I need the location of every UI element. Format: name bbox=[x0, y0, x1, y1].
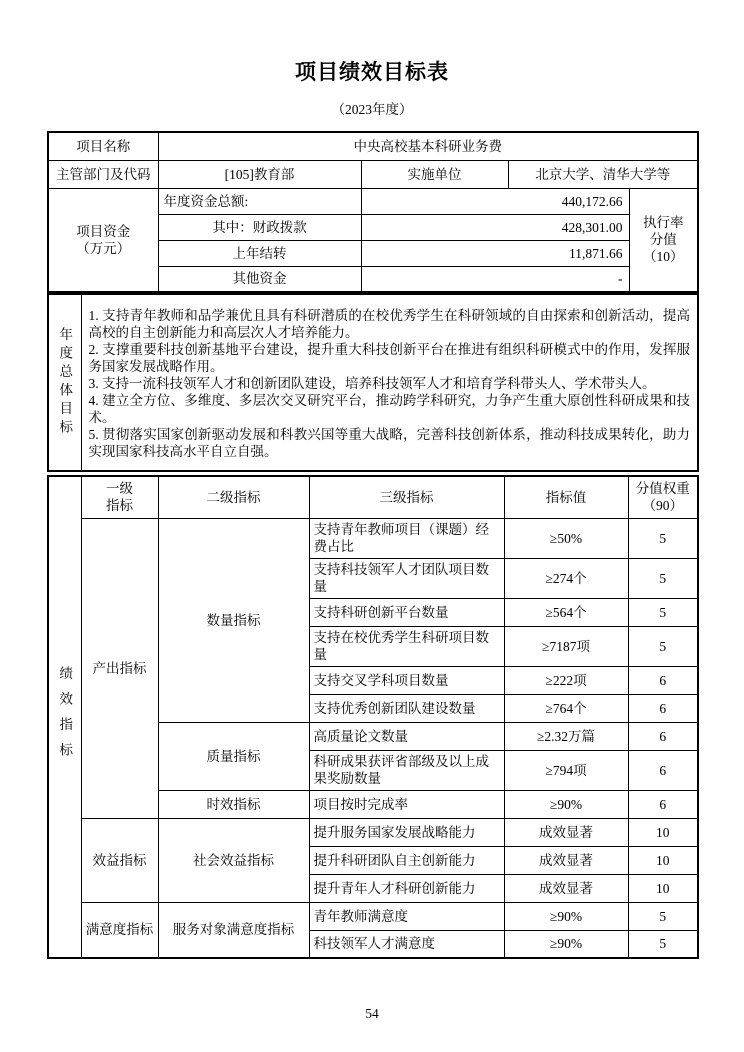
indicator-value: ≥2.32万篇 bbox=[504, 722, 628, 750]
indicator-value: ≥564个 bbox=[504, 598, 628, 626]
annual-goals-table bbox=[47, 293, 699, 472]
funding-fiscal-label: 其中：财政拨款 bbox=[158, 214, 361, 240]
indicator-weight: 10 bbox=[628, 874, 698, 902]
header-weight-line: （90） bbox=[642, 498, 683, 514]
dept-value: [105]教育部 bbox=[158, 160, 361, 188]
execution-rate-line: 分值 bbox=[649, 232, 677, 248]
funding-total-label: 年度资金总额: bbox=[158, 188, 361, 214]
header-l1-line: 指标 bbox=[106, 498, 133, 514]
l2-group-timeliness: 时效指标 bbox=[158, 790, 309, 818]
goal-item: 1. 支持青年教师和品学兼优且具有科研潜质的在校优秀学生在科研领域的自由探索和创新活动，提高高校的自主创新能力和高层次人才培养能力。 bbox=[88, 308, 690, 340]
goal-item: 2. 支撑重要科技创新基地平台建设，提升重大科技创新平台在推进有组织科研模式中的作用，发挥服务国家发展战略作用。 bbox=[88, 342, 690, 374]
execution-rate-label bbox=[629, 188, 698, 292]
funding-other-value: - bbox=[361, 266, 629, 292]
indicator-weight: 6 bbox=[628, 694, 698, 722]
l1-group-satisfaction: 满意度指标 bbox=[81, 902, 158, 958]
goal-item: 5. 贯彻落实国家创新驱动发展和科教兴国等重大战略，完善科技创新体系，推动科技成果转化，助力实现国家科技高水平自立自强。 bbox=[88, 427, 690, 459]
goal-item: 4. 建立全方位、多维度、多层次交叉研究平台，推动跨学科研究，力争产生重大原创性科研成果和技术。 bbox=[88, 393, 690, 425]
indicator-weight: 5 bbox=[628, 598, 698, 626]
table-row bbox=[48, 902, 698, 930]
indicator-value: ≥7187项 bbox=[504, 626, 628, 666]
l3-indicator: 支持青年教师项目（课题）经费占比 bbox=[309, 518, 504, 558]
indicator-value: ≥90% bbox=[504, 902, 628, 930]
table-row bbox=[48, 188, 698, 214]
l3-indicator: 科研成果获评省部级及以上成果奖励数量 bbox=[309, 750, 504, 790]
indicator-weight: 5 bbox=[628, 626, 698, 666]
indicators-side-label: 绩效指标 bbox=[57, 666, 73, 768]
l3-indicator: 支持交叉学科项目数量 bbox=[309, 666, 504, 694]
page-number: 54 bbox=[365, 1006, 379, 1021]
project-info-table bbox=[47, 131, 699, 293]
indicator-value: ≥794项 bbox=[504, 750, 628, 790]
l3-indicator: 提升服务国家发展战略能力 bbox=[309, 818, 504, 846]
l1-group-benefit: 效益指标 bbox=[81, 818, 158, 902]
indicator-value: ≥222项 bbox=[504, 666, 628, 694]
goals-side-label-cell bbox=[48, 294, 81, 471]
impl-unit-label: 实施单位 bbox=[361, 160, 508, 188]
indicator-weight: 5 bbox=[628, 518, 698, 558]
header-weight bbox=[628, 476, 698, 518]
indicator-weight: 5 bbox=[628, 558, 698, 598]
l3-indicator: 青年教师满意度 bbox=[309, 902, 504, 930]
header-l3: 三级指标 bbox=[309, 476, 504, 518]
l3-indicator: 支持科技领军人才团队项目数量 bbox=[309, 558, 504, 598]
table-row bbox=[48, 132, 698, 160]
indicator-weight: 5 bbox=[628, 902, 698, 930]
funding-label-line: （万元） bbox=[76, 240, 131, 256]
l3-indicator: 高质量论文数量 bbox=[309, 722, 504, 750]
execution-rate-line: （10） bbox=[643, 249, 684, 265]
indicator-value: ≥90% bbox=[504, 790, 628, 818]
indicator-value: 成效显著 bbox=[504, 874, 628, 902]
performance-indicators-table bbox=[47, 475, 699, 959]
indicator-weight: 10 bbox=[628, 818, 698, 846]
funding-carryover-label: 上年结转 bbox=[158, 240, 361, 266]
indicator-value: ≥274个 bbox=[504, 558, 628, 598]
header-l1 bbox=[81, 476, 158, 518]
l3-indicator: 提升青年人才科研创新能力 bbox=[309, 874, 504, 902]
l2-group-quantity: 数量指标 bbox=[158, 518, 309, 722]
goal-item: 3. 支持一流科技领军人才和创新团队建设，培养科技领军人才和培育学科带头人、学术带头人。 bbox=[88, 376, 656, 391]
indicators-side-label-cell bbox=[48, 476, 81, 958]
l2-group-quality: 质量指标 bbox=[158, 722, 309, 790]
funding-carryover-value: 11,871.66 bbox=[361, 240, 629, 266]
l3-indicator: 项目按时完成率 bbox=[309, 790, 504, 818]
indicator-weight: 6 bbox=[628, 750, 698, 790]
dept-label: 主管部门及代码 bbox=[48, 160, 158, 188]
l3-indicator: 提升科研团队自主创新能力 bbox=[309, 846, 504, 874]
indicator-weight: 5 bbox=[628, 930, 698, 958]
funding-fiscal-value: 428,301.00 bbox=[361, 214, 629, 240]
indicator-value: ≥764个 bbox=[504, 694, 628, 722]
l2-group-service-satisfaction: 服务对象满意度指标 bbox=[158, 902, 309, 958]
l3-indicator: 支持在校优秀学生科研项目数量 bbox=[309, 626, 504, 666]
table-row bbox=[48, 160, 698, 188]
execution-rate-line: 执行率 bbox=[643, 215, 684, 231]
l1-group-output: 产出指标 bbox=[81, 518, 158, 818]
indicator-value: 成效显著 bbox=[504, 846, 628, 874]
funding-other-label: 其他资金 bbox=[158, 266, 361, 292]
project-name-value: 中央高校基本科研业务费 bbox=[158, 132, 698, 160]
header-l2: 二级指标 bbox=[158, 476, 309, 518]
indicator-weight: 6 bbox=[628, 666, 698, 694]
table-row bbox=[48, 294, 698, 471]
table-row bbox=[48, 818, 698, 846]
l3-indicator: 支持科研创新平台数量 bbox=[309, 598, 504, 626]
page-title: 项目绩效目标表 bbox=[295, 60, 449, 84]
indicator-weight: 6 bbox=[628, 722, 698, 750]
funding-total-value: 440,172.66 bbox=[361, 188, 629, 214]
l3-indicator: 科技领军人才满意度 bbox=[309, 930, 504, 958]
header-value: 指标值 bbox=[504, 476, 628, 518]
header-weight-line: 分值权重 bbox=[635, 481, 690, 497]
l2-group-social: 社会效益指标 bbox=[158, 818, 309, 902]
table-row bbox=[48, 518, 698, 558]
indicators-header-row bbox=[48, 476, 698, 518]
goals-text-cell bbox=[81, 294, 698, 471]
project-name-label: 项目名称 bbox=[48, 132, 158, 160]
funding-section-label bbox=[48, 188, 158, 292]
indicator-weight: 10 bbox=[628, 846, 698, 874]
impl-unit-value: 北京大学、清华大学等 bbox=[508, 160, 698, 188]
funding-label-line: 项目资金 bbox=[76, 223, 131, 239]
indicator-weight: 6 bbox=[628, 790, 698, 818]
goals-side-label: 年度总体目标 bbox=[57, 327, 73, 438]
indicator-value: ≥50% bbox=[504, 518, 628, 558]
l3-indicator: 支持优秀创新团队建设数量 bbox=[309, 694, 504, 722]
header-l1-line: 一级 bbox=[106, 481, 133, 497]
indicator-value: 成效显著 bbox=[504, 818, 628, 846]
indicator-value: ≥90% bbox=[504, 930, 628, 958]
page-subtitle: （2023年度） bbox=[331, 102, 413, 117]
